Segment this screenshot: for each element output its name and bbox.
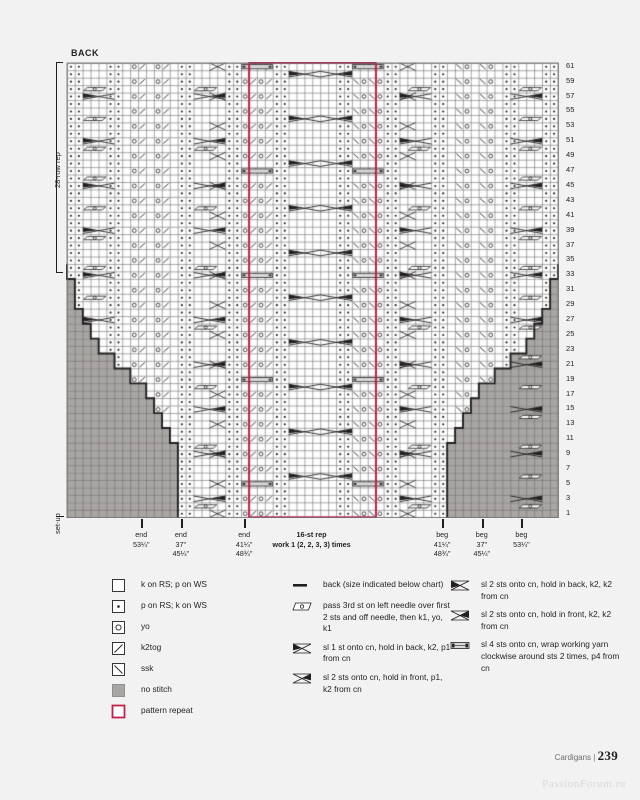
pass-3rd-st-bar-icon [292, 599, 312, 614]
legend-item-label: sl 2 sts onto cn, hold in front, p1, k2 from cn [323, 671, 443, 694]
size-label [497, 530, 545, 549]
row-number: 13 [566, 418, 575, 428]
legend-item-label: no stitch [141, 684, 172, 694]
stitch-repeat-label [252, 530, 372, 549]
size-label-value-1: 37" [476, 539, 488, 549]
legend-item-label: sl 2 sts onto cn, hold in front, k2, k2 from cn [481, 609, 612, 631]
row-number: 39 [566, 224, 575, 234]
setup-row-label: set-up [53, 513, 62, 535]
row-number: 21 [566, 358, 575, 368]
size-label-value-1: 53¼" [132, 539, 150, 549]
row-number: 35 [566, 254, 575, 264]
row-number: 17 [566, 388, 575, 398]
row-number: 7 [566, 463, 571, 473]
size-label-value-1: 37" [175, 539, 187, 549]
size-label-word: end [135, 530, 148, 540]
cable-2-back-k2-icon [450, 578, 470, 593]
cable-1-back-icon [292, 641, 312, 656]
legend-item-label: yo [141, 621, 150, 631]
chart-grid-wrapper [66, 60, 575, 518]
legend-item-label: sl 1 st onto cn, hold in back, k2, p1 from cn [323, 641, 451, 664]
row-number: 19 [566, 373, 575, 383]
row-number: 49 [566, 150, 575, 160]
size-label-value-1: 41¼" [235, 539, 253, 549]
row-number: 11 [566, 433, 574, 443]
size-label-word: beg [475, 530, 488, 540]
stitch-chart [53, 60, 575, 559]
legend-column-2 [292, 578, 452, 701]
legend-item [450, 638, 625, 674]
size-label-word: beg [515, 530, 528, 540]
k2tog-slash-square-icon [110, 641, 130, 656]
row-number: 33 [566, 269, 575, 279]
row-repeat-label: 28-row rep [53, 152, 62, 189]
no-stitch-gray-square-icon [110, 683, 130, 698]
legend-item-label: k on RS; p on WS [141, 579, 207, 589]
legend-item-label: ssk [141, 663, 154, 673]
chart-title: BACK [71, 48, 99, 58]
row-number: 29 [566, 299, 575, 309]
row-number: 57 [566, 90, 575, 100]
size-label-value-2: 45¼" [172, 549, 190, 559]
cable-2-front-p1-icon [292, 671, 312, 686]
legend-item [110, 620, 280, 635]
size-label-value-1: 53¼" [513, 539, 530, 549]
size-label-word: beg [436, 530, 449, 540]
legend-item-label: pass 3rd st on left needle over first 2 sts and off needle, then k1, yo, k1 [323, 600, 450, 634]
row-number: 43 [566, 194, 575, 204]
legend-item-label: p on RS; k on WS [141, 600, 207, 610]
legend-item-label: pattern repeat [141, 705, 193, 715]
legend-item [110, 683, 280, 698]
size-label [157, 530, 205, 558]
row-number: 15 [566, 403, 575, 413]
legend-item-label: back (size indicated below chart) [323, 579, 444, 589]
legend-item [110, 704, 280, 719]
row-number: 25 [566, 328, 575, 338]
legend-item [450, 608, 625, 632]
legend-item [110, 641, 280, 656]
page-footer [555, 748, 618, 764]
size-tick [521, 519, 523, 528]
watermark: PassionForum.ru [542, 778, 626, 790]
wrap-4-sts-icon [450, 638, 470, 653]
ssk-backslash-square-icon [110, 662, 130, 677]
size-label-word: end [238, 530, 251, 540]
legend-item [110, 578, 280, 593]
legend-item [450, 578, 625, 602]
legend-item-label: sl 2 sts onto cn, hold in back, k2, k2 from cn [481, 579, 612, 601]
back-bar-icon [292, 578, 312, 593]
purl-dot-square-icon [110, 599, 130, 614]
legend-item [292, 599, 452, 635]
size-tick [442, 519, 444, 528]
size-label-value-2: 45¼" [473, 549, 491, 559]
legend-item [292, 671, 452, 695]
row-number: 41 [566, 209, 575, 219]
row-number: 31 [566, 284, 575, 294]
row-number: 55 [566, 105, 575, 115]
row-number: 61 [566, 60, 575, 70]
row-number: 53 [566, 120, 575, 130]
yo-circle-square-icon [110, 620, 130, 635]
size-label-value-1: 41¼" [433, 539, 451, 549]
legend-item [110, 599, 280, 614]
row-number: 1 [566, 507, 571, 517]
legend-column-1 [110, 578, 280, 725]
size-tick [141, 519, 143, 528]
row-number: 47 [566, 165, 575, 175]
knit-square-icon [110, 578, 130, 593]
size-tick [244, 519, 246, 528]
legend-item [292, 578, 452, 593]
stitch-repeat-line-1: 16-st rep [296, 530, 327, 540]
footer-section: Cardigans [554, 753, 592, 762]
legend-item-label: k2tog [141, 642, 162, 652]
size-label-word: end [174, 530, 187, 540]
footer-separator: | [593, 753, 596, 762]
size-tick [181, 519, 183, 528]
row-number: 9 [566, 448, 571, 458]
legend-column-3 [450, 578, 625, 680]
chart-grid-canvas [66, 62, 559, 518]
size-label-value-2: 48¾" [235, 549, 253, 559]
size-label-value-2: 48¾" [433, 549, 451, 559]
row-number: 51 [566, 135, 575, 145]
footer-page-number: 239 [597, 748, 618, 763]
legend-item [292, 641, 452, 665]
legend-item [110, 662, 280, 677]
stitch-repeat-line-2: work 1 (2, 2, 3, 3) times [272, 540, 351, 550]
row-number: 37 [566, 239, 575, 249]
row-number: 23 [566, 343, 575, 353]
row-number: 59 [566, 75, 575, 85]
pattern-repeat-red-square-icon [110, 704, 130, 719]
row-number: 3 [566, 492, 571, 502]
cable-2-front-k2-icon [450, 608, 470, 623]
row-number: 5 [566, 477, 571, 487]
row-number: 27 [566, 314, 575, 324]
row-number: 45 [566, 179, 575, 189]
size-tick [482, 519, 484, 528]
legend-item-label: sl 4 sts onto cn, wrap working yarn clockwise around sts 2 times, p4 from cn [481, 639, 620, 673]
